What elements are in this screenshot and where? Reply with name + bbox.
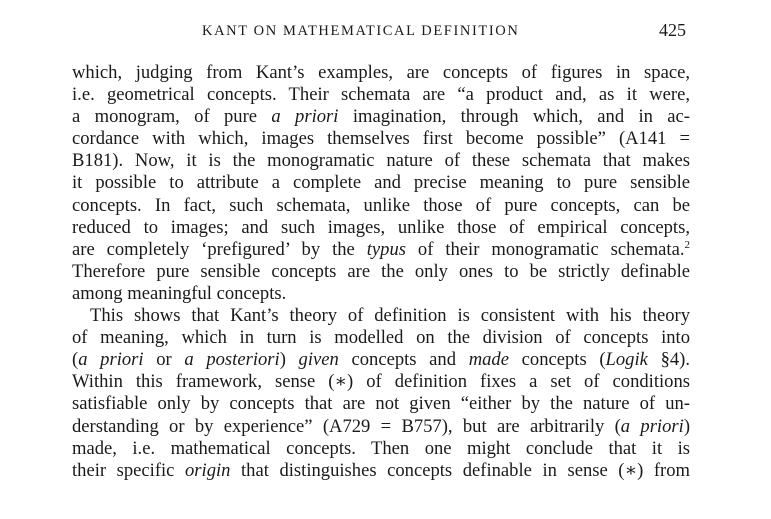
text-line: [72, 438, 690, 460]
text-segment: or: [143, 349, 185, 371]
text-segment: Within this framework, sense (∗) of definition fixes a set of conditions: [72, 371, 690, 393]
text-segment: imagination, through which, and in ac-: [338, 106, 691, 128]
italic-text: given: [298, 349, 339, 371]
text-segment: are completely ‘prefigured’ by the: [72, 238, 367, 260]
text-segment: derstanding or by experience” (A729 = B757), but are arbitrarily (: [72, 415, 621, 437]
text-line: [72, 217, 690, 239]
italic-text: typus: [366, 238, 406, 260]
text-line: [72, 62, 690, 84]
body-text: [72, 62, 690, 482]
text-segment: that distinguishes concepts definable in sense (∗) from: [230, 459, 690, 481]
text-segment: satisfiable only by concepts that are not given “either by the nature of un-: [72, 393, 690, 415]
text-segment: reduced to images; and such images, unlike those of empirical concepts,: [72, 216, 690, 238]
text-line: [72, 371, 690, 393]
text-line: [72, 128, 690, 150]
text-line: [72, 305, 690, 327]
footnote-marker: 2: [684, 238, 691, 251]
text-segment: a monogram, of pure: [72, 106, 272, 128]
text-line: [72, 416, 690, 438]
text-line: [72, 393, 690, 415]
text-line: [72, 327, 690, 349]
italic-text: a priori: [271, 106, 339, 128]
text-segment: concepts (: [508, 349, 606, 371]
text-segment: it possible to attribute a complete and precise meaning to pure sensible: [72, 172, 690, 194]
text-segment: (: [72, 349, 79, 371]
text-segment: concepts. In fact, such schemata, unlike those of pure concepts, can be: [72, 194, 690, 216]
text-segment: made, i.e. mathematical concepts. Then one might conclude that it is: [72, 437, 690, 459]
italic-text: origin: [185, 459, 231, 481]
text-segment: concepts and: [338, 349, 469, 371]
text-line: [72, 349, 690, 371]
italic-text: Logik: [605, 349, 648, 371]
italic-text: made: [468, 349, 509, 371]
paragraph: [72, 62, 690, 305]
text-segment: cordance with which, images themselves first become possible” (A141 =: [72, 128, 690, 150]
text-line: [72, 195, 690, 217]
text-line: [72, 106, 690, 128]
text-line: [72, 150, 690, 172]
text-segment: i.e. geometrical concepts. Their schemata are “a product and, as it were,: [72, 84, 690, 106]
text-segment: ): [279, 349, 299, 371]
running-title: KANT ON MATHEMATICAL DEFINITION: [202, 23, 520, 39]
text-segment: B181). Now, it is the monogramatic nature of these schemata that makes: [72, 150, 690, 172]
text-segment: of their monogramatic schemata.: [405, 238, 685, 260]
text-segment: ): [683, 415, 691, 437]
text-segment: their specific: [72, 459, 185, 481]
running-head: [72, 20, 690, 44]
text-segment: among meaningful concepts.: [72, 282, 287, 304]
text-segment: of meaning, which in turn is modelled on the division of concepts into: [72, 327, 690, 349]
italic-text: a posteriori: [184, 349, 280, 371]
text-segment: This shows that Kant’s theory of definition is consistent with his theory: [90, 305, 690, 327]
text-line: [72, 84, 690, 106]
italic-text: a priori: [78, 349, 144, 371]
text-segment: Therefore pure sensible concepts are the only ones to be strictly definable: [72, 260, 690, 282]
text-line: [72, 261, 690, 283]
text-segment: §4).: [647, 349, 691, 371]
text-line: [72, 460, 690, 482]
paragraph: [72, 305, 690, 482]
text-segment: which, judging from Kant’s examples, are concepts of figures in space,: [72, 62, 690, 83]
text-line: [72, 172, 690, 194]
page-number: 425: [659, 20, 686, 40]
italic-text: a priori: [620, 415, 684, 437]
text-line: [72, 283, 690, 305]
text-line: [72, 239, 690, 261]
